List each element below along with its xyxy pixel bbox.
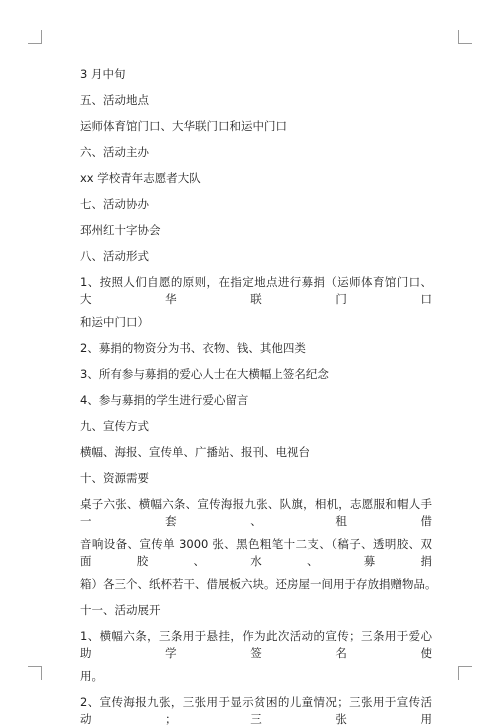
form-item-1-line-1: 1、按照人们自愿的原则，在指定地点进行募捐（运师体育馆门口、大华联门口 <box>80 275 432 306</box>
expand-item-1-line-2: 用。 <box>80 669 103 683</box>
form-item-1-line-2: 和运中门口） <box>80 315 149 329</box>
co-organizer-text: 邳州红十字协会 <box>80 223 161 237</box>
crop-mark-top-right <box>458 30 472 44</box>
resources-paragraph <box>80 496 437 593</box>
section-heading-co-organizer: 七、活动协办 <box>80 197 149 211</box>
section-heading-expand: 十一、活动展开 <box>80 603 161 617</box>
section-heading-organizer: 六、活动主办 <box>80 145 149 159</box>
expand-item-1 <box>80 628 432 685</box>
section-heading-resources: 十、资源需要 <box>80 471 149 485</box>
form-item-4: 4、参与募捐的学生进行爱心留言 <box>80 393 249 407</box>
document-body <box>80 66 437 728</box>
section-heading-form: 八、活动形式 <box>80 249 149 263</box>
organizer-text: xx 学校青年志愿者大队 <box>80 171 201 185</box>
crop-mark-top-left <box>28 30 42 44</box>
section-heading-location: 五、活动地点 <box>80 93 149 107</box>
crop-mark-bottom-right <box>458 666 472 680</box>
expand-item-2: 2、宣传海报九张，三张用于显示贫困的儿童情况；三张用于宣传活动；三张用 <box>80 695 432 726</box>
publicity-text: 横幅、海报、宣传单、广播站、报刊、电视台 <box>80 445 310 459</box>
resources-line-2: 音响设备、宣传单 3000 张、黑色粗笔十二支、（稿子、透明胶、双面胶、水、募捐 <box>80 537 432 568</box>
expand-item-1-line-1: 1、横幅六条，三条用于悬挂，作为此次活动的宣传；三条用于爱心助学签名使 <box>80 629 432 660</box>
form-item-3: 3、所有参与募捐的爱心人士在大横幅上签名纪念 <box>80 367 329 381</box>
crop-mark-bottom-left <box>28 666 42 680</box>
form-item-2: 2、募捐的物资分为书、衣物、钱、其他四类 <box>80 341 306 355</box>
location-text: 运师体育馆门口、大华联门口和运中门口 <box>80 119 287 133</box>
resources-line-3: 箱）各三个、纸杯若干、借展板六块。还房屋一间用于存放捐赠物品。 <box>80 577 437 591</box>
form-item-1 <box>80 274 432 331</box>
resources-line-1: 桌子六张、横幅六条、宣传海报九张、队旗，相机，志愿服和帽人手一套、租借 <box>80 497 432 528</box>
section-heading-publicity: 九、宣传方式 <box>80 419 149 433</box>
time-line: 3 月中旬 <box>80 67 126 81</box>
